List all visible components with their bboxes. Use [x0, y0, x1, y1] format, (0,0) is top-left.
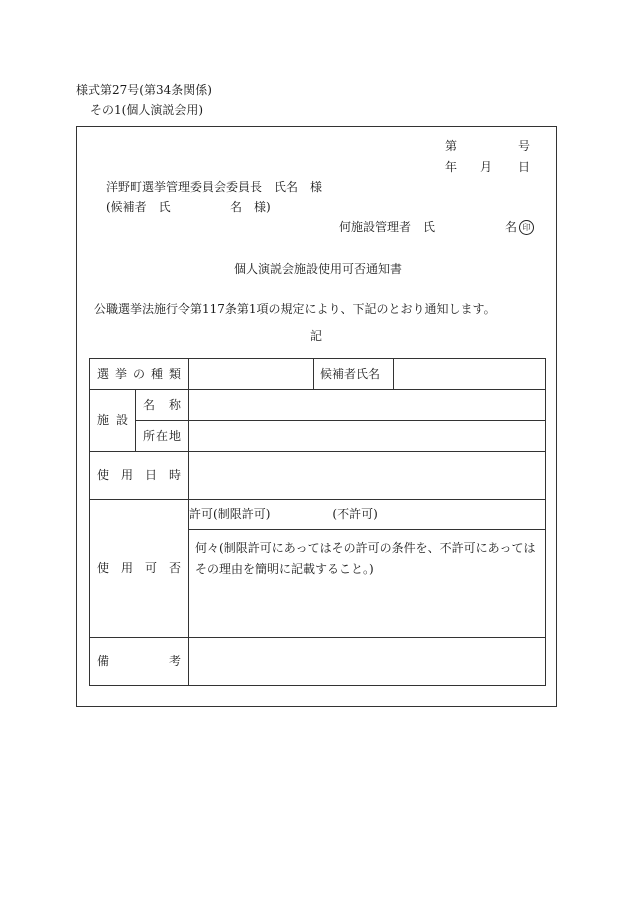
- table-row: [90, 359, 546, 390]
- document-title: 個人演説会施設使用可否通知書: [234, 262, 403, 276]
- label-char: 用: [121, 468, 134, 483]
- remarks-value[interactable]: [189, 638, 546, 686]
- label-char: 称: [169, 397, 182, 412]
- permission-option-permit[interactable]: 許可(制限許可): [189, 507, 271, 522]
- label-char: 類: [169, 366, 182, 381]
- facility-name-value[interactable]: [189, 390, 546, 421]
- doc-number-prefix: 第: [445, 139, 458, 153]
- label-char: 日: [145, 468, 158, 483]
- facility-address-label-cell: [136, 421, 189, 452]
- label-char: 選: [97, 366, 110, 381]
- table-row: [90, 500, 546, 530]
- facility-name-label: [136, 398, 188, 412]
- addressee-line: 洋野町選挙管理委員会委員長 氏名 様: [106, 180, 323, 194]
- permission-note: 何々(制限許可にあってはその許可の条件を、不許可にあってはその理由を簡明に記載すること。): [195, 541, 536, 576]
- usage-datetime-value[interactable]: [189, 452, 546, 500]
- table-row: [90, 421, 546, 452]
- label-char: 考: [169, 654, 182, 669]
- remarks-label-cell: [90, 638, 189, 686]
- date-day: 日: [518, 160, 531, 174]
- candidate-name-label-cell: [314, 359, 394, 390]
- permission-label: [90, 561, 188, 575]
- candidate-addressee-a: (候補者 氏: [106, 200, 171, 214]
- label-char: 所: [143, 428, 156, 443]
- label-char: 時: [169, 468, 182, 483]
- permission-options: [189, 500, 546, 530]
- doc-number-suffix: 号: [518, 139, 531, 153]
- facility-address-value[interactable]: [189, 421, 546, 452]
- candidate-addressee-b: 名 様): [230, 200, 271, 214]
- label-char: 可: [145, 561, 158, 576]
- facility-name-label-cell: [136, 390, 189, 421]
- label-char: 在: [156, 428, 169, 443]
- permission-label-cell: [90, 500, 189, 638]
- election-type-label: [90, 367, 188, 381]
- form-subtitle: その1(個人演説会用): [90, 103, 203, 117]
- seal-stamp-icon: 印: [519, 220, 534, 235]
- facility-address-label: [136, 429, 188, 443]
- ki-mark: 記: [310, 329, 323, 343]
- permission-option-deny[interactable]: (不許可): [332, 507, 378, 522]
- label-char: 使: [97, 468, 110, 483]
- issuer-name-a: 何施設管理者 氏: [339, 220, 436, 234]
- label-char: 否: [169, 561, 182, 576]
- usage-datetime-label-cell: [90, 452, 189, 500]
- usage-datetime-label: [90, 468, 188, 482]
- label-char: 備: [97, 654, 110, 669]
- facility-label-cell: [90, 390, 136, 452]
- issuer-name-b: [505, 220, 534, 235]
- document-body: 公職選挙法施行令第117条第1項の規定により、下記のとおり通知します。: [94, 302, 496, 316]
- label-char: 種: [151, 366, 164, 381]
- label-char: 名: [143, 397, 156, 412]
- label-char: 用: [121, 561, 134, 576]
- label-char: 挙: [115, 366, 128, 381]
- remarks-label: [90, 654, 188, 668]
- table-row: [90, 638, 546, 686]
- label-char: 使: [97, 561, 110, 576]
- table-row: [90, 390, 546, 421]
- table-row: [90, 452, 546, 500]
- label-char: の: [133, 366, 146, 381]
- label-char: 施: [97, 413, 110, 428]
- date-month: 月: [480, 160, 493, 174]
- election-type-value[interactable]: [189, 359, 314, 390]
- label-char: 地: [169, 428, 182, 443]
- issuer-name-b-text: 名: [505, 220, 518, 234]
- candidate-name-value[interactable]: [394, 359, 546, 390]
- label-char: 設: [115, 413, 128, 428]
- election-type-label-cell: [90, 359, 189, 390]
- facility-label: [90, 413, 135, 427]
- form-number: 様式第27号(第34条関係): [76, 83, 212, 97]
- permission-note-cell[interactable]: [189, 530, 546, 638]
- candidate-name-label: 候補者氏名: [320, 366, 381, 381]
- notification-table: [89, 358, 546, 686]
- date-year: 年: [445, 160, 458, 174]
